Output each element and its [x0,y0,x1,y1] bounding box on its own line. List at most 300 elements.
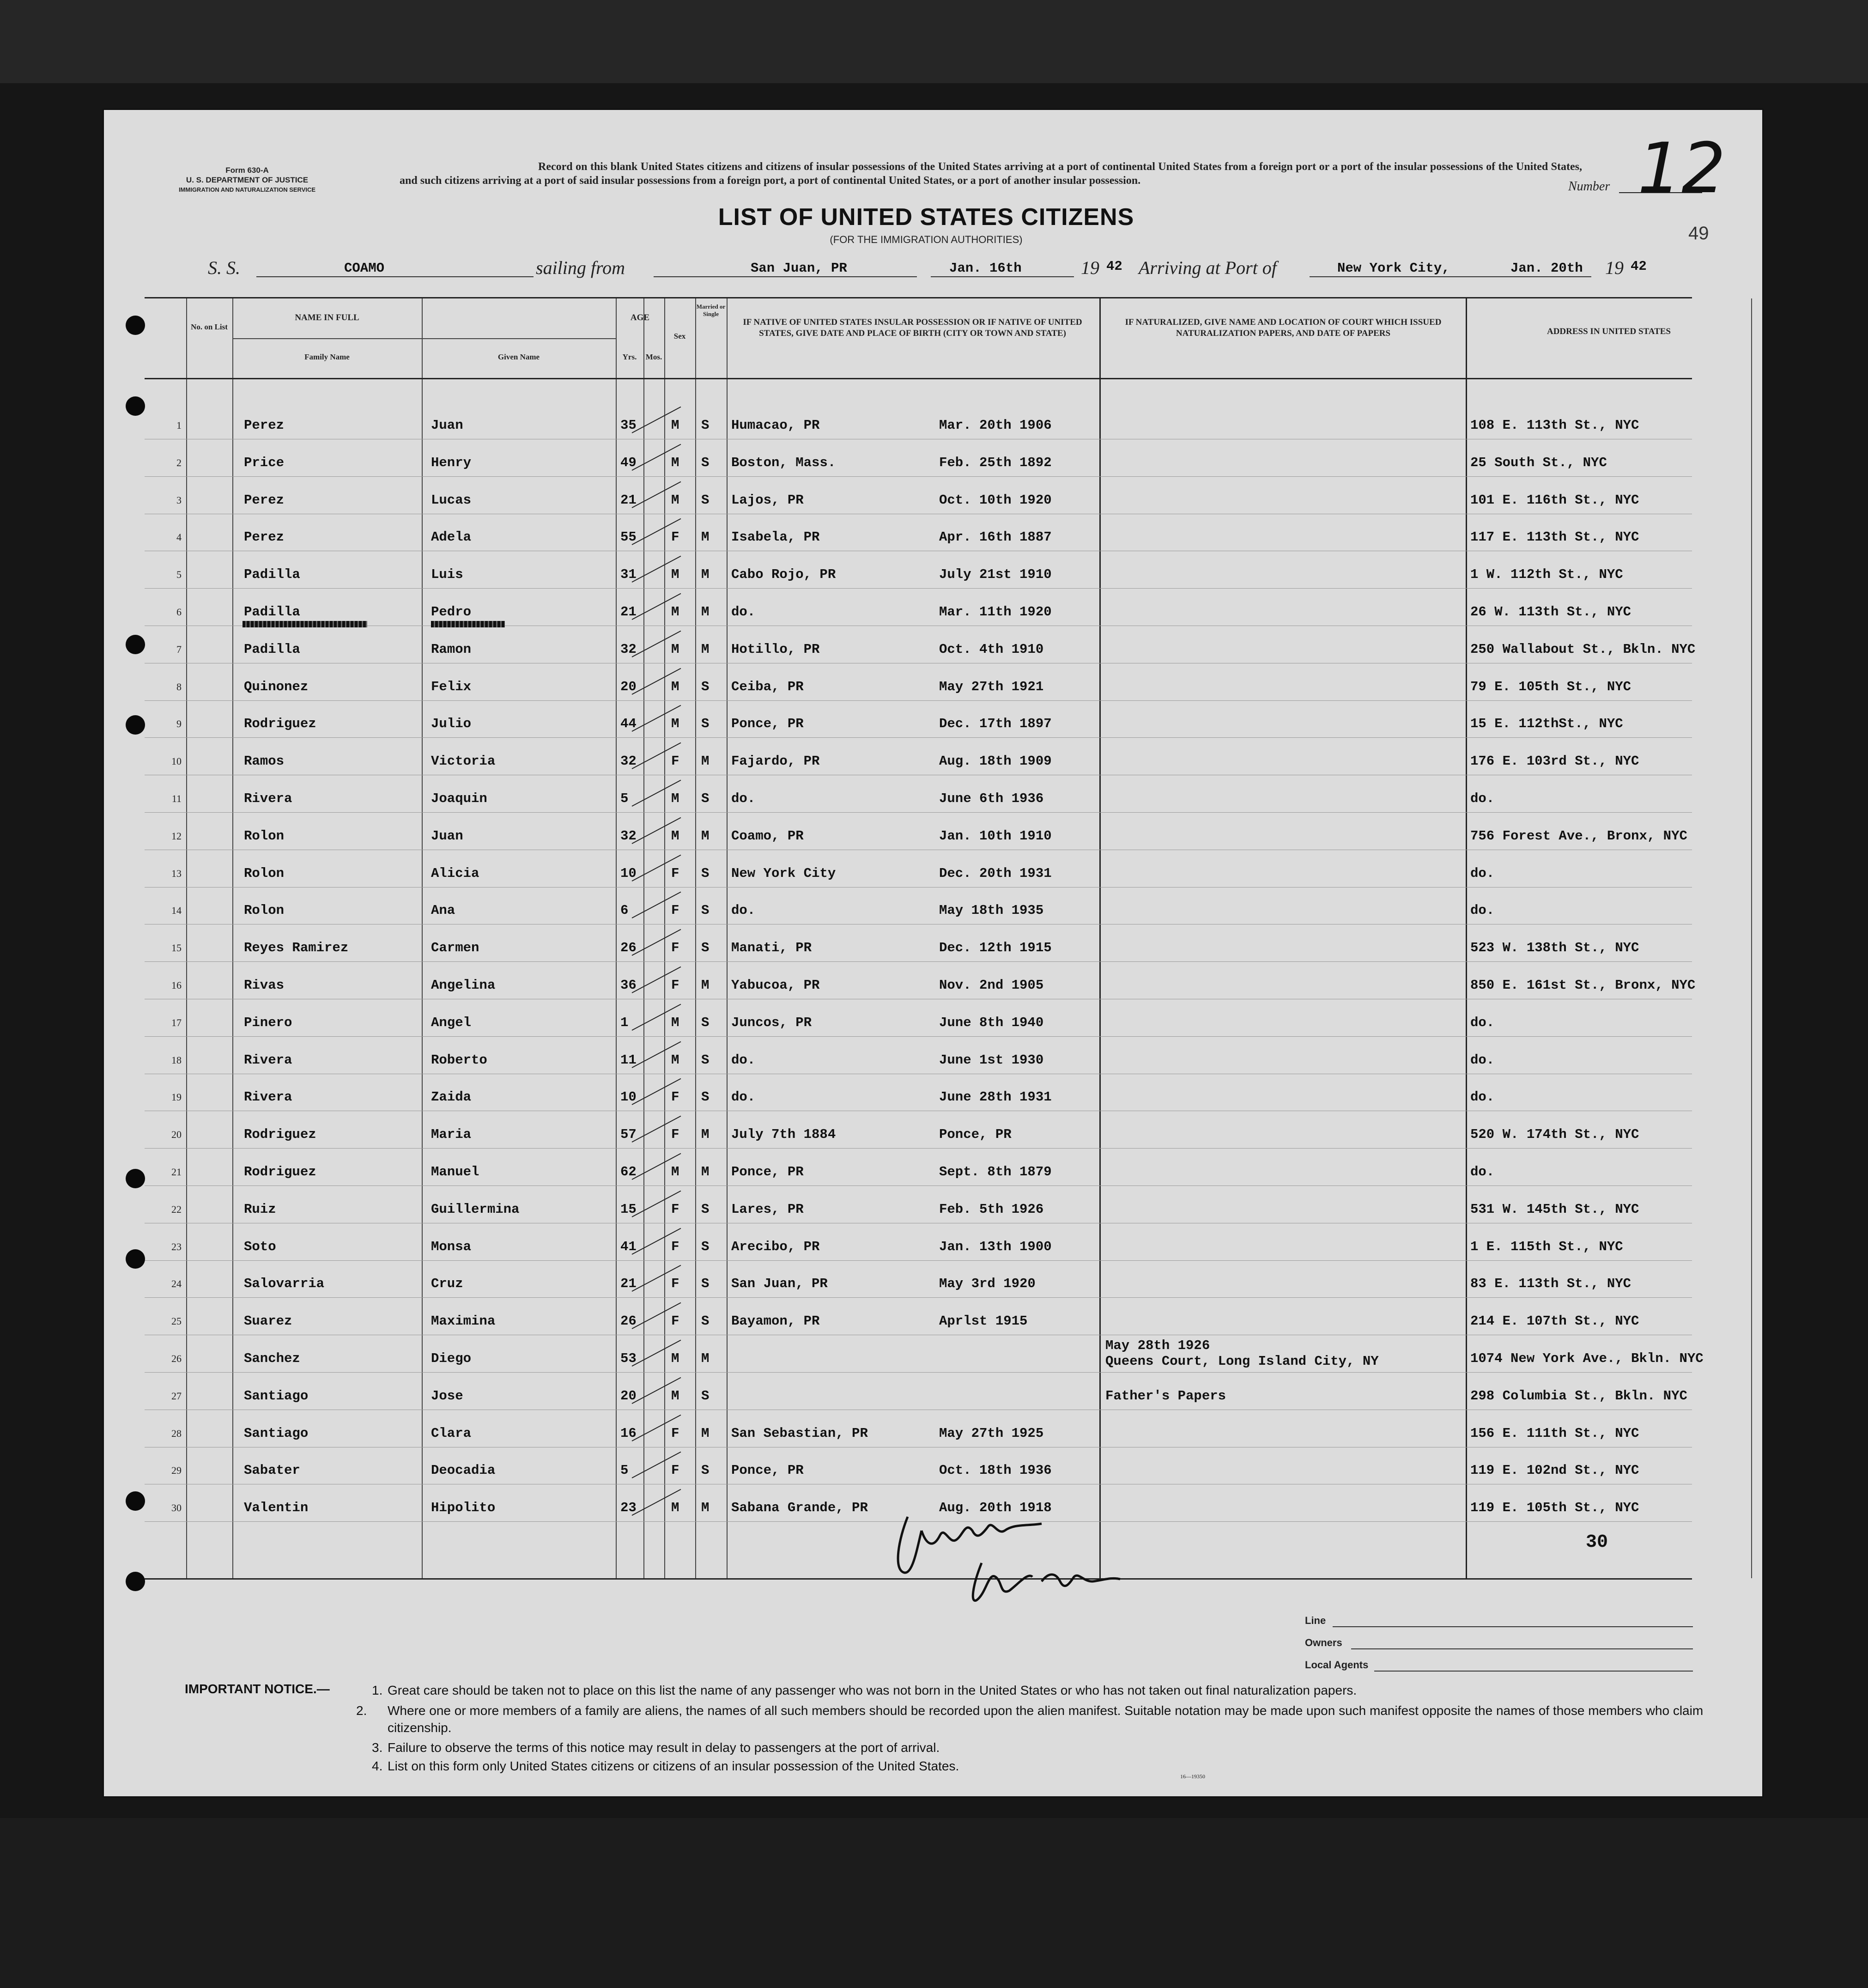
cell-given: Julio [431,716,472,732]
year-prefix-departure: 19 [1081,257,1099,278]
row-number: 26 [171,1353,182,1364]
form-identification [150,165,344,195]
cell-age: 21 [620,1276,637,1292]
cell-date: Oct. 18th 1936 [939,1463,1052,1478]
cell-given: Zaida [431,1089,472,1105]
cell-age: 20 [620,679,637,694]
col-divider [616,298,617,1578]
cell-place: Ponce, PR [731,1463,804,1478]
cell-family: Valentin [244,1500,309,1516]
row-rule [145,961,1692,962]
year-prefix-arrival: 19 [1605,257,1624,278]
cell-date: Feb. 25th 1892 [939,455,1052,470]
binder-hole [126,316,145,335]
cell-date: May 18th 1935 [939,903,1044,918]
cell-sex: M [671,1164,679,1179]
cell-place: Fajardo, PR [731,754,820,769]
cell-age: 26 [620,940,637,956]
row-number: 1 [176,419,182,431]
cell-place: Humacao, PR [731,418,820,433]
cell-address: 1074 New York Ave., Bkln. NYC [1470,1351,1704,1366]
cell-ms: M [701,978,710,993]
cell-age: 57 [620,1127,637,1143]
cell-age: 49 [620,455,637,470]
header-subline [232,338,616,339]
cell-address: 15 E. 112thSt., NYC [1470,716,1623,732]
col-divider [1466,298,1467,1578]
cell-place: Manati, PR [731,940,812,956]
cell-age: 23 [620,1500,637,1516]
cell-address: 83 E. 113th St., NYC [1470,1276,1631,1292]
arrival-date-underline [1504,276,1591,277]
cell-ms: M [701,1351,710,1366]
row-number: 8 [176,681,182,693]
cell-ms: S [701,903,710,918]
cell-sex: F [671,1201,679,1217]
cell-sex: F [671,754,679,769]
cell-given: Pedro [431,604,472,620]
cell-sex: M [671,1388,679,1404]
cell-place: July 7th 1884 [731,1127,836,1143]
header-naturalized: IF NATURALIZED, GIVE NAME AND LOCATION OF COURT WHICH ISSUED NATURALIZATION PAPERS, AND DATE OF PAPERS [1125,317,1442,338]
cell-given: Maximina [431,1313,496,1329]
header-age: AGE [630,313,650,322]
row-rule [145,588,1692,589]
cell-family: Rivera [244,1089,292,1105]
cell-ms: S [701,679,710,694]
cell-ms: M [701,529,710,545]
row-rule [145,887,1692,888]
ss-label: S. S. [208,257,240,278]
row-number: 29 [171,1465,182,1477]
cell-given: Maria [431,1127,472,1143]
cell-address: 1 W. 112th St., NYC [1470,567,1623,583]
cell-sex: M [671,1500,679,1516]
cell-given: Ana [431,903,455,918]
row-rule [145,476,1692,477]
row-number: 4 [176,531,182,543]
cell-family: Rodriguez [244,1164,316,1179]
cell-address: 156 E. 111th St., NYC [1470,1425,1639,1441]
cell-ms: M [701,604,710,620]
cell-date: Dec. 20th 1931 [939,865,1052,881]
col-divider [422,298,423,1578]
page-title: LIST OF UNITED STATES CITIZENS [718,204,1134,231]
cell-ms: S [701,1276,710,1292]
cell-ms: M [701,1164,710,1179]
notice-text: List on this form only United States citizens or citizens of an insular possession of the United States. [388,1759,959,1773]
binder-hole [126,1572,145,1591]
header-yrs: Yrs. [622,353,637,361]
cell-ms: S [701,865,710,881]
cell-place: Coamo, PR [731,828,804,844]
row-number: 6 [176,606,182,618]
cell-age: 1 [620,1015,629,1030]
arriving-label: Arriving at Port of [1139,257,1277,278]
cell-address: 1 E. 115th St., NYC [1470,1239,1623,1254]
cell-sex: F [671,1276,679,1292]
row-number: 3 [176,494,182,506]
cell-family: Perez [244,529,285,545]
cell-ms: M [701,1500,710,1516]
cell-given: Manuel [431,1164,479,1179]
cell-date: Aug. 18th 1909 [939,754,1052,769]
cell-given: Guillermina [431,1201,520,1217]
header-married-single: Married or Single [696,303,726,317]
cell-family: Sabater [244,1463,300,1478]
row-number: 11 [171,793,182,804]
row-number: 30 [171,1502,182,1514]
cell-ms: S [701,1313,710,1329]
cell-age: 32 [620,828,637,844]
cell-date: Mar. 20th 1906 [939,418,1052,433]
cell-family: Rolon [244,865,285,881]
cell-date: Jan. 13th 1900 [939,1239,1052,1254]
header-mos: Mos. [645,353,662,361]
row-number: 14 [171,905,182,917]
cell-address: 176 E. 103rd St., NYC [1470,754,1639,769]
cell-address: 79 E. 105th St., NYC [1470,679,1631,694]
header-family-name: Family Name [304,353,350,361]
notice-text: Failure to observe the terms of this notice may result in delay to passengers at the port of arrival. [388,1740,940,1755]
cell-family: Padilla [244,604,300,620]
notice-text: Where one or more members of a family are aliens, the names of all such members should be recorded upon the alien manifest. Suitable notation may be made upon such manifest opposite the names of those members who claim citizenship. [388,1703,1704,1735]
cell-naturalization: Father's Papers [1105,1388,1226,1404]
row-number: 15 [171,942,182,954]
notice-text: Great care should be taken not to place on this list the name of any passenger who was not born in the United States or who has not taken out final naturalization papers. [388,1683,1357,1697]
header-birth: IF NATIVE OF UNITED STATES INSULAR POSSESSION OR IF NATIVE OF UNITED STATES, GIVE DATE AND PLACE OF BIRTH (CITY OR TOWN AND STATE) [743,317,1082,338]
cell-sex: M [671,604,679,620]
col-divider [727,298,728,1578]
cell-given: Angel [431,1015,472,1030]
cell-place: do. [731,1052,756,1068]
cell-address: 298 Columbia St., Bkln. NYC [1470,1388,1687,1404]
cell-place: San Sebastian, PR [731,1425,868,1441]
cell-sex: F [671,865,679,881]
cell-place: Isabela, PR [731,529,820,545]
row-rule [145,1372,1692,1373]
row-number: 5 [176,569,182,581]
cell-ms: S [701,1201,710,1217]
cell-age: 55 [620,529,637,545]
cell-place: Ponce, PR [731,716,804,732]
cell-given: Angelina [431,978,496,993]
arrival-port-underline [1310,276,1504,277]
cell-date: Dec. 12th 1915 [939,940,1052,956]
cell-place: Hotillo, PR [731,641,820,657]
cell-address: 119 E. 102nd St., NYC [1470,1463,1639,1478]
departure-date: Jan. 16th [949,261,1022,276]
cell-date: May 3rd 1920 [939,1276,1036,1292]
notice-1 [372,1682,1753,1699]
cell-family: Padilla [244,641,300,657]
cell-age: 10 [620,865,637,881]
cell-family: Santiago [244,1388,309,1404]
total-count: 30 [1586,1532,1608,1553]
manifest-sheet [103,109,1764,1798]
cell-sex: M [671,1351,679,1366]
cell-given: Diego [431,1351,472,1366]
notice-number: 2. [356,1703,367,1718]
col-divider [232,298,233,1578]
cell-address: 523 W. 138th St., NYC [1470,940,1639,956]
print-code: 16—19350 [1180,1773,1205,1780]
binder-hole [126,635,145,654]
notice-number: 4. [372,1759,383,1773]
cell-ms: S [701,940,710,956]
binder-hole [126,396,145,416]
cell-given: Felix [431,679,472,694]
struck-out-text [431,621,505,627]
cell-family: Salovarria [244,1276,325,1292]
row-number: 10 [171,755,182,767]
cell-date: July 21st 1910 [939,567,1052,583]
cell-sex: M [671,1052,679,1068]
cell-place: Arecibo, PR [731,1239,820,1254]
col-divider [1751,298,1752,1578]
row-number: 13 [171,867,182,879]
row-number: 25 [171,1315,182,1327]
header-no-on-list: No. on List [191,322,228,331]
cell-sex: F [671,1313,679,1329]
cell-place: Ceiba, PR [731,679,804,694]
notice-4 [372,1757,1753,1775]
cell-date: Mar. 11th 1920 [939,604,1052,620]
cell-address: do. [1470,865,1495,881]
cell-ms: S [701,1089,710,1105]
inspector-signature [889,1503,1143,1609]
cell-age: 21 [620,492,637,508]
departure-date-underline [931,276,1074,277]
cell-sex: F [671,978,679,993]
notice-2 [356,1702,1764,1736]
row-number: 21 [171,1166,182,1178]
cell-ms: M [701,1425,710,1441]
cell-family: Rivera [244,791,292,806]
film-border-bottom [0,1818,1868,1988]
cell-place: do. [731,1089,756,1105]
cell-age: 41 [620,1239,637,1254]
row-rule [145,1260,1692,1261]
row-number: 24 [171,1278,182,1290]
cell-given: Luis [431,567,463,583]
cell-date: June 1st 1930 [939,1052,1044,1068]
cell-address: 531 W. 145th St., NYC [1470,1201,1639,1217]
cell-sex: F [671,940,679,956]
cell-given: Jose [431,1388,463,1404]
cell-family: Rolon [244,903,285,918]
cell-age: 32 [620,754,637,769]
row-rule [145,812,1692,813]
cell-address: 520 W. 174th St., NYC [1470,1127,1639,1143]
cell-age: 5 [620,791,629,806]
cell-address: 214 E. 107th St., NYC [1470,1313,1639,1329]
notice-number: 1. [372,1683,383,1697]
owners-field [1351,1648,1693,1649]
cell-sex: F [671,1089,679,1105]
cell-address: 756 Forest Ave., Bronx, NYC [1470,828,1687,844]
row-rule [145,700,1692,701]
cell-given: Juan [431,828,463,844]
cell-address: do. [1470,903,1495,918]
cell-address: do. [1470,791,1495,806]
row-number: 27 [171,1390,182,1402]
cell-family: Rolon [244,828,285,844]
binder-hole [126,715,145,735]
cell-given: Clara [431,1425,472,1441]
cell-date: Oct. 4th 1910 [939,641,1044,657]
cell-ms: S [701,1463,710,1478]
cell-sex: M [671,1015,679,1030]
department-name: U. S. DEPARTMENT OF JUSTICE [186,176,309,184]
cell-date: Ponce, PR [939,1127,1012,1143]
header-bottom-rule [145,378,1692,379]
cell-address: do. [1470,1015,1495,1030]
cell-place: Lares, PR [731,1201,804,1217]
cell-date: June 8th 1940 [939,1015,1044,1030]
cell-ms: M [701,754,710,769]
cell-family: Soto [244,1239,276,1254]
cell-date: Aug. 20th 1918 [939,1500,1052,1516]
cell-date: May 27th 1925 [939,1425,1044,1441]
struck-out-text [243,621,367,627]
cell-date: Apr. 16th 1887 [939,529,1052,545]
cell-address: 850 E. 161st St., Bronx, NYC [1470,978,1696,993]
owners-label: Owners [1305,1637,1342,1648]
cell-date: Dec. 17th 1897 [939,716,1052,732]
cell-ms: M [701,641,710,657]
cell-given: Ramon [431,641,472,657]
row-number: 9 [176,718,182,730]
page-number: 49 [1688,223,1709,243]
header-name-in-full: NAME IN FULL [295,313,359,322]
cell-age: 10 [620,1089,637,1105]
ship-name: COAMO [344,261,385,276]
cell-address: 26 W. 113th St., NYC [1470,604,1631,620]
cell-age: 21 [620,604,637,620]
cell-age: 6 [620,903,629,918]
row-rule [145,1148,1692,1149]
cell-family: Price [244,455,285,470]
cell-family: Rodriguez [244,1127,316,1143]
cell-address: do. [1470,1089,1495,1105]
cell-age: 15 [620,1201,637,1217]
cell-place: New York City [731,865,836,881]
cell-sex: F [671,529,679,545]
cell-place: do. [731,903,756,918]
ship-underline [256,276,534,277]
cell-ms: M [701,828,710,844]
cell-family: Rivas [244,978,285,993]
cell-address: 119 E. 105th St., NYC [1470,1500,1639,1516]
cell-age: 31 [620,567,637,583]
cell-address: 101 E. 116th St., NYC [1470,492,1639,508]
cell-given: Victoria [431,754,496,769]
sailing-from-label: sailing from [536,257,625,278]
departure-port-underline [654,276,917,277]
cell-family: Perez [244,418,285,433]
form-instructions: Record on this blank United States citizens and citizens of insular possessions of the United States arriving at a port of continental United States from a foreign port or a port of the insular possessions of the United States, and such citizens arriving at a port of said insular possessions from a foreign port, a port of continental United States, or a port of another insular possession. [400,161,1582,187]
number-label: Number [1568,179,1610,194]
cell-given: Alicia [431,865,479,881]
cell-date: Aprlst 1915 [939,1313,1028,1329]
cell-ms: S [701,492,710,508]
cell-sex: M [671,492,679,508]
cell-ms: S [701,1052,710,1068]
cell-ms: S [701,455,710,470]
cell-ms: S [701,791,710,806]
cell-naturalization: Queens Court, Long Island City, NY [1105,1354,1379,1369]
row-number: 28 [171,1427,182,1439]
passenger-table [145,297,1704,1580]
cell-date: May 27th 1921 [939,679,1044,694]
row-number: 12 [171,830,182,842]
row-rule [145,1297,1692,1298]
cell-family: Reyes Ramirez [244,940,349,956]
cell-sex: F [671,1425,679,1441]
col-divider [643,298,644,1578]
cell-age: 26 [620,1313,637,1329]
cell-family: Sanchez [244,1351,300,1366]
notice-3 [372,1739,1753,1756]
cell-age: 5 [620,1463,629,1478]
cell-address: 108 E. 113th St., NYC [1470,418,1639,433]
col-divider [1099,298,1101,1578]
row-number: 7 [176,643,182,655]
cell-date: Nov. 2nd 1905 [939,978,1044,993]
line-label: Line [1305,1615,1326,1626]
cell-family: Pinero [244,1015,292,1030]
cell-family: Padilla [244,567,300,583]
cell-place: Lajos, PR [731,492,804,508]
cell-naturalization: May 28th 1926 [1105,1338,1210,1353]
page-subtitle: (FOR THE IMMIGRATION AUTHORITIES) [830,234,1023,245]
row-number: 18 [171,1054,182,1066]
cell-age: 44 [620,716,637,732]
cell-family: Ramos [244,754,285,769]
cell-place: Sabana Grande, PR [731,1500,868,1516]
cell-sex: M [671,679,679,694]
row-rule [145,1036,1692,1037]
cell-date: Jan. 10th 1910 [939,828,1052,844]
cell-family: Perez [244,492,285,508]
cell-sex: M [671,641,679,657]
cell-family: Quinonez [244,679,309,694]
cell-date: Sept. 8th 1879 [939,1164,1052,1179]
cell-address: do. [1470,1052,1495,1068]
film-border-top [0,0,1868,83]
cell-date: Oct. 10th 1920 [939,492,1052,508]
cell-age: 32 [620,641,637,657]
cell-given: Lucas [431,492,472,508]
cell-place: do. [731,604,756,620]
cell-given: Monsa [431,1239,472,1254]
arrival-date: Jan. 20th [1510,261,1583,276]
row-number: 19 [171,1091,182,1103]
binder-hole [126,1249,145,1269]
cell-sex: M [671,567,679,583]
notice-heading: IMPORTANT NOTICE.— [185,1682,330,1696]
binder-hole [126,1491,145,1511]
cell-ms: S [701,1388,710,1404]
cell-sex: F [671,903,679,918]
cell-age: 11 [620,1052,637,1068]
cell-place: Yabucoa, PR [731,978,820,993]
cell-date: June 28th 1931 [939,1089,1052,1105]
departure-port: San Juan, PR [751,261,847,276]
cell-ms: M [701,1127,710,1143]
col-divider [695,298,696,1578]
